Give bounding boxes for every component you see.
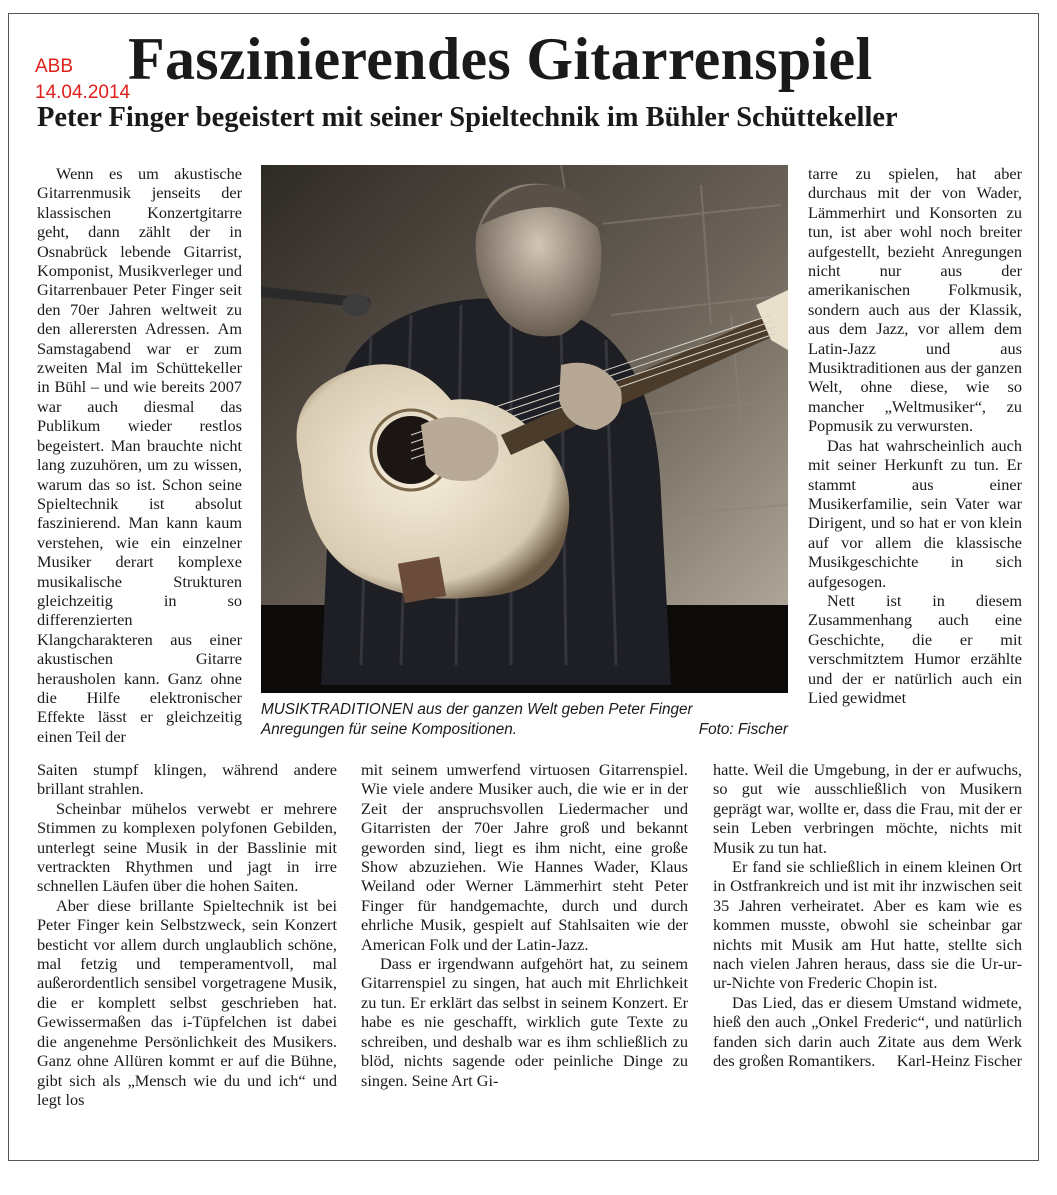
paragraph: hatte. Weil die Umgebung, in der er aufwuchs, so gut wie ausschließlich von Musikern geprägt war, wollte er, dass die Frau, mit der er sein Leben verbringen möchte, nichts mit Musik zu tun hat.: [713, 760, 1022, 857]
date-stamp: 14.04.2014: [35, 82, 131, 103]
caption-line: MUSIKTRADITIONEN aus der ganzen Welt geben Peter Finger: [261, 701, 693, 718]
article-column-3: [808, 164, 1022, 707]
article-column-1: [37, 164, 242, 746]
paragraph: Aber diese brillante Spieltechnik ist bei Peter Finger kein Selbstzweck, sein Konzert besticht vor allem durch unglaublich schöne, mal fetzig und temperamentvoll, mal außerordentlich sensibel vorgetragene Musik, die er komplett selbst geschrieben hat. Gewissermaßen das i-Tüpfelchen ist dabei die angenehme Persönlichkeit des Musikers. Ganz ohne Allüren kommt er auf die Bühne, gibt sich als „Mensch wie du und ich“ und legt los: [37, 895, 337, 1109]
photo-caption: [261, 700, 788, 739]
paragraph: [713, 993, 1022, 1071]
article-column-3-lower: [713, 760, 1022, 1071]
paragraph: Dass er irgendwann aufgehört hat, zu seinem Gitarrenspiel zu singen, hat auch mit Ehrlichkeit zu tun. Er erklärt das selbst in seinem Konzert. Er habe es nie geschafft, wirklich gute Texte zu schreiben, und deshalb war es ihm schließlich zu blöd, nichts sagende oder peinliche Dinge zu singen. Seine Art Gi-: [361, 954, 688, 1090]
author-byline: Karl-Heinz Fischer: [896, 1051, 1022, 1071]
paragraph: tarre zu spielen, hat aber durchaus mit der von Wader, Lämmerhirt und Konsorten zu tun, ist aber wohl noch breiter aufgestellt, bezieht Anregungen nicht nur aus der amerikanischen Folkmusik, sondern auch aus der Klassik, aus dem Jazz, vor allem dem Latin-Jazz und aus Musiktraditionen aus der ganzen Welt, ohne diese, wie so mancher „Weltmusiker“, zu Popmusik zu verwursten.: [808, 164, 1022, 436]
paragraph: mit seinem umwerfend virtuosen Gitarrenspiel. Wie viele andere Musiker auch, die wie er in der Zeit der anspruchsvollen Liedermacher und Gitarristen der 70er Jahre groß und bekannt geworden sind, liegt es ihm nicht, eine große Show abzuziehen. Wie Hannes Wader, Klaus Weiland oder Werner Lämmerhirt steht Peter Finger für handgemachte, durch und durch ehrliche Musik, gespielt auf Stahlsaiten wie der American Folk und der Latin-Jazz.: [361, 760, 688, 954]
paragraph: Scheinbar mühelos verwebt er mehrere Stimmen zu komplexen polyfonen Gebilden, unterlegt seine Musik in der Basslinie mit vertrackten Rhythmen und jagt in irre schnellen Läufen über die hohen Saiten.: [37, 798, 337, 896]
photo-illustration: [261, 165, 788, 693]
caption-line: Anregungen für seine Kompositionen.: [261, 720, 517, 738]
paragraph: Wenn es um akustische Gitarrenmusik jenseits der klassischen Konzertgitarre geht, dann zählt der in Osnabrück lebende Gitarrist, Komponist, Musikverleger und Gitarrenbauer Peter Finger seit den 70er Jahren weltweit zu den allerersten Adressen. Am Samstagabend war er zum zweiten Mal im Schüttekeller in Bühl – und wie bereits 2007 war auch diesmal das Publikum wieder restlos begeistert. Man brauchte nicht lang zuzuhören, um zu wissen, warum das so ist. Schon seine Spieltechnik ist absolut faszinierend. Man kann kaum verstehen, wie ein einzelner Musiker derart komplexe musikalische Strukturen gleichzeitig in so differenzierten Klangcharakteren aus einer akustischen Gitarre herausholen kann. Ganz ohne die Hilfe elektronischer Effekte lässt er gleichzeitig einen Teil der: [37, 164, 242, 746]
paragraph: Er fand sie schließlich in einem kleinen Ort in Ostfrankreich und ist mit ihr inzwischen seit 35 Jahren verheiratet. Aber es kam wie es kommen musste, obwohl sie scheinbar gar nichts mit Musik am Hut hatte, stellte sich nach vielen Jahren heraus, dass sie die Ur-ur-ur-Nichte von Frederic Chopin ist.: [713, 857, 1022, 993]
paragraph: Das hat wahrscheinlich auch mit seiner Herkunft zu tun. Er stammt aus einer Musikerfamilie, sein Vater war Dirigent, und so hat er von klein auf vor allem die klassische Musikgeschichte in sich aufgesogen.: [808, 435, 1022, 591]
source-stamp: ABB: [35, 56, 74, 77]
guitarist-photo: [261, 165, 788, 693]
paragraph: Saiten stumpf klingen, während andere brillant strahlen.: [37, 760, 337, 799]
headline: Faszinierendes Gitarrenspiel: [128, 26, 873, 92]
photo-credit: Foto: Fischer: [698, 720, 788, 738]
article-column-2: [361, 760, 688, 1090]
paragraph: Nett ist in diesem Zusammenhang auch eine Geschichte, die er mit verschmitztem Humor erzählte und der er natürlich auch ein Lied gewidmet: [808, 590, 1022, 707]
article-column-1-lower: [37, 760, 337, 1109]
subheadline: Peter Finger begeistert mit seiner Spieltechnik im Bühler Schüttekeller: [37, 102, 898, 133]
paragraph-text: Das Lied, das er diesem Umstand widmete, hieß den auch „Onkel Frederic“, und natürlich fanden sich darin auch Zitate aus dem Werk des großen Romantikers.: [713, 992, 1022, 1071]
